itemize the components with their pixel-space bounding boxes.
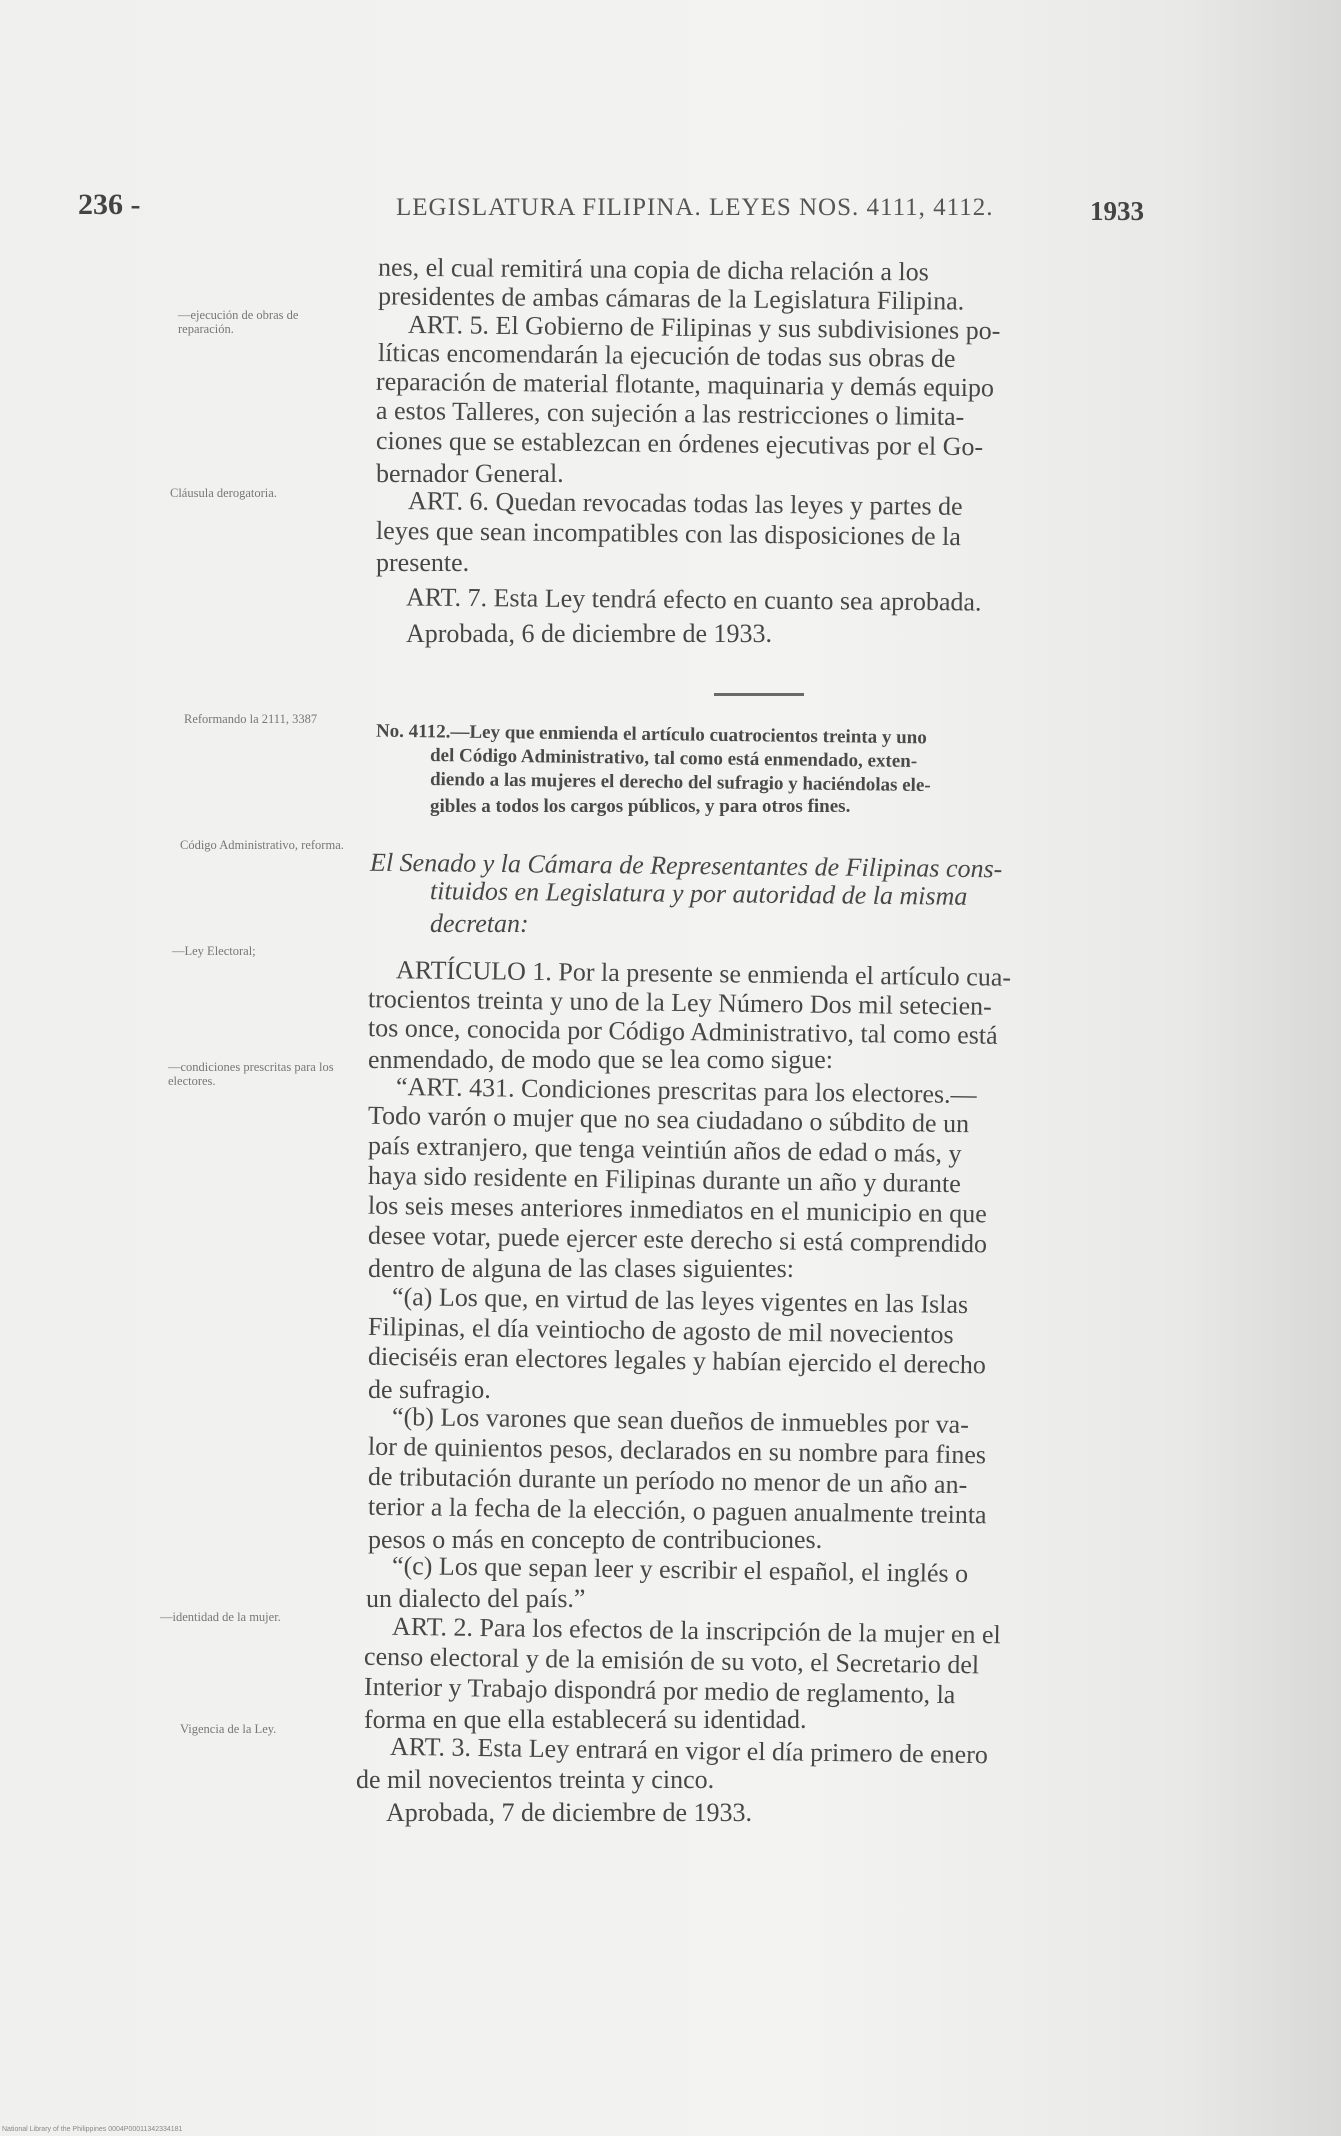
act4112-body-line-10: desee votar, puede ejercer este derecho si está comprendido [367, 1220, 988, 1259]
act4111-line-1: nes, el cual remitirá una copia de dicha relación a los [377, 252, 929, 287]
act4111-line-13: Aprobada, 6 de diciembre de 1933. [406, 619, 773, 648]
act4112-body-line-12: “(a) Los que, en virtud de las leyes vigentes en las Islas [391, 1281, 969, 1320]
act4112-body-line-18: de tributación durante un período no menor de un año an- [367, 1461, 968, 1500]
margin-note-clausula: Cláusula derogatoria. [170, 486, 277, 500]
act4112-body-line-4: enmendado, de modo que se lea como sigue: [368, 1045, 833, 1074]
act4112-body-line-28: de mil novecientos treinta y cinco. [356, 1765, 715, 1794]
act4112-body-line-13: Filipinas, el día veintiocho de agosto de mil novecientos [367, 1311, 954, 1350]
act4111-line-8: bernador General. [376, 459, 564, 488]
act4112-body-line-23: ART. 2. Para los efectos de la inscripción de la mujer en el [391, 1611, 1001, 1650]
act4111-line-6: a estos Talleres, con sujeción a las restricciones o limita- [375, 395, 965, 432]
act4112-body-line-21: “(c) Los que sepan leer y escribir el español, el inglés o [391, 1550, 969, 1589]
margin-note-ejecucion: —ejecución de obras de reparación. [178, 308, 299, 336]
act4111-line-9: ART. 6. Quedan revocadas todas las leyes y partes de [407, 486, 963, 521]
margin-note-identidad: —identidad de la mujer. [160, 1610, 281, 1624]
act4111-line-12: ART. 7. Esta Ley tendrá efecto en cuanto sea aprobada. [405, 582, 982, 617]
margin-note-codigo: Código Administrativo, reforma. [180, 838, 344, 852]
act4112-body-line-27: ART. 3. Esta Ley entrará en vigor el día primero de enero [389, 1731, 989, 1770]
act4112-body-line-5: “ART. 431. Condiciones prescritas para los electores.— [395, 1071, 977, 1110]
header-year: 1933 [1090, 196, 1144, 226]
act4112-title-line-4: gibles a todos los cargos públicos, y para otros fines. [430, 796, 851, 817]
act4111-line-11: presente. [376, 548, 470, 577]
section-divider [714, 693, 804, 696]
act4111-line-7: ciones que se establezcan en órdenes ejecutivas por el Go- [375, 425, 984, 462]
page-number: 236 - [78, 188, 141, 221]
act4112-body-line-8: haya sido residente en Filipinas durante un año y durante [367, 1160, 961, 1199]
act4112-body-line-2: trocientos treinta y uno de la Ley Número Dos mil setecien- [367, 984, 992, 1021]
margin-note-condiciones: —condiciones prescritas para los electores. [168, 1060, 334, 1088]
act4112-body-line-7: país extranjero, que tenga veintiún años de edad o más, y [367, 1130, 962, 1169]
act4111-line-5: reparación de material flotante, maquinaria y demás equipo [375, 366, 995, 403]
footer-scan-credit: National Library of the Philippines 0004P00011342334181 [2, 2126, 183, 2133]
act4112-body-line-22: un dialecto del país.” [366, 1584, 586, 1613]
act4112-body-line-17: lor de quinientos pesos, declarados en su nombre para fines [367, 1431, 987, 1470]
act4112-title-line-2: del Código Administrativo, tal como está enmendado, exten- [429, 745, 918, 772]
margin-note-vigencia: Vigencia de la Ley. [180, 1722, 277, 1736]
act4112-body-line-3: tos once, conocida por Código Administrativo, tal como está [367, 1013, 998, 1050]
act4112-body-line-16: “(b) Los varones que sean dueños de inmuebles por va- [391, 1401, 970, 1440]
act4112-title-line-1: No. 4112.—Ley que enmienda el artículo cuatrocientos treinta y uno [375, 720, 927, 749]
enacting-clause-line-3: decretan: [430, 909, 529, 938]
enacting-clause-line-1: El Senado y la Cámara de Representantes de Filipinas cons- [369, 847, 1003, 884]
act4112-title-line-3: diendo a las mujeres el derecho del sufragio y haciéndolas ele- [429, 768, 931, 797]
act4112-body-line-14: dieciséis eran electores legales y habían ejercido el derecho [367, 1341, 987, 1380]
act4111-line-2: presidentes de ambas cámaras de la Legislatura Filipina. [377, 281, 965, 316]
enacting-clause-line-2: tituidos en Legislatura y por autoridad de la misma [429, 876, 968, 911]
act4112-body-line-1: ARTÍCULO 1. Por la presente se enmienda el artículo cua- [395, 955, 1012, 992]
running-title: LEGISLATURA FILIPINA. LEYES NOS. 4111, 4112. [396, 194, 994, 221]
act4112-body-line-19: terior a la fecha de la elección, o paguen anualmente treinta [367, 1491, 987, 1530]
act4112-body-line-20: pesos o más en concepto de contribuciones. [368, 1525, 823, 1554]
act4112-body-line-15: de sufragio. [368, 1375, 491, 1404]
act4112-body-line-25: Interior y Trabajo dispondrá por medio de reglamento, la [363, 1671, 956, 1710]
act4112-body-line-9: los seis meses anteriores inmediatos en el municipio en que [367, 1190, 987, 1229]
act4112-body-line-11: dentro de alguna de las clases siguientes: [368, 1254, 794, 1283]
act4111-line-3: ART. 5. El Gobierno de Filipinas y sus subdivisiones po- [407, 309, 1001, 346]
margin-note-reformando: Reformando la 2111, 3387 [184, 712, 318, 726]
act4111-line-10: leyes que sean incompatibles con las disposiciones de la [375, 515, 962, 552]
act4111-line-4: líticas encomendarán la ejecución de todas sus obras de [377, 337, 956, 374]
act4112-body-line-24: censo electoral y de la emisión de su voto, el Secretario del [363, 1641, 980, 1680]
margin-note-ley-electoral: —Ley Electoral; [172, 944, 256, 958]
act4112-body-line-29: Aprobada, 7 de diciembre de 1933. [386, 1798, 753, 1827]
act4112-body-line-6: Todo varón o mujer que no sea ciudadano o súbdito de un [367, 1100, 970, 1139]
act4112-body-line-26: forma en que ella establecerá su identidad. [364, 1705, 807, 1734]
